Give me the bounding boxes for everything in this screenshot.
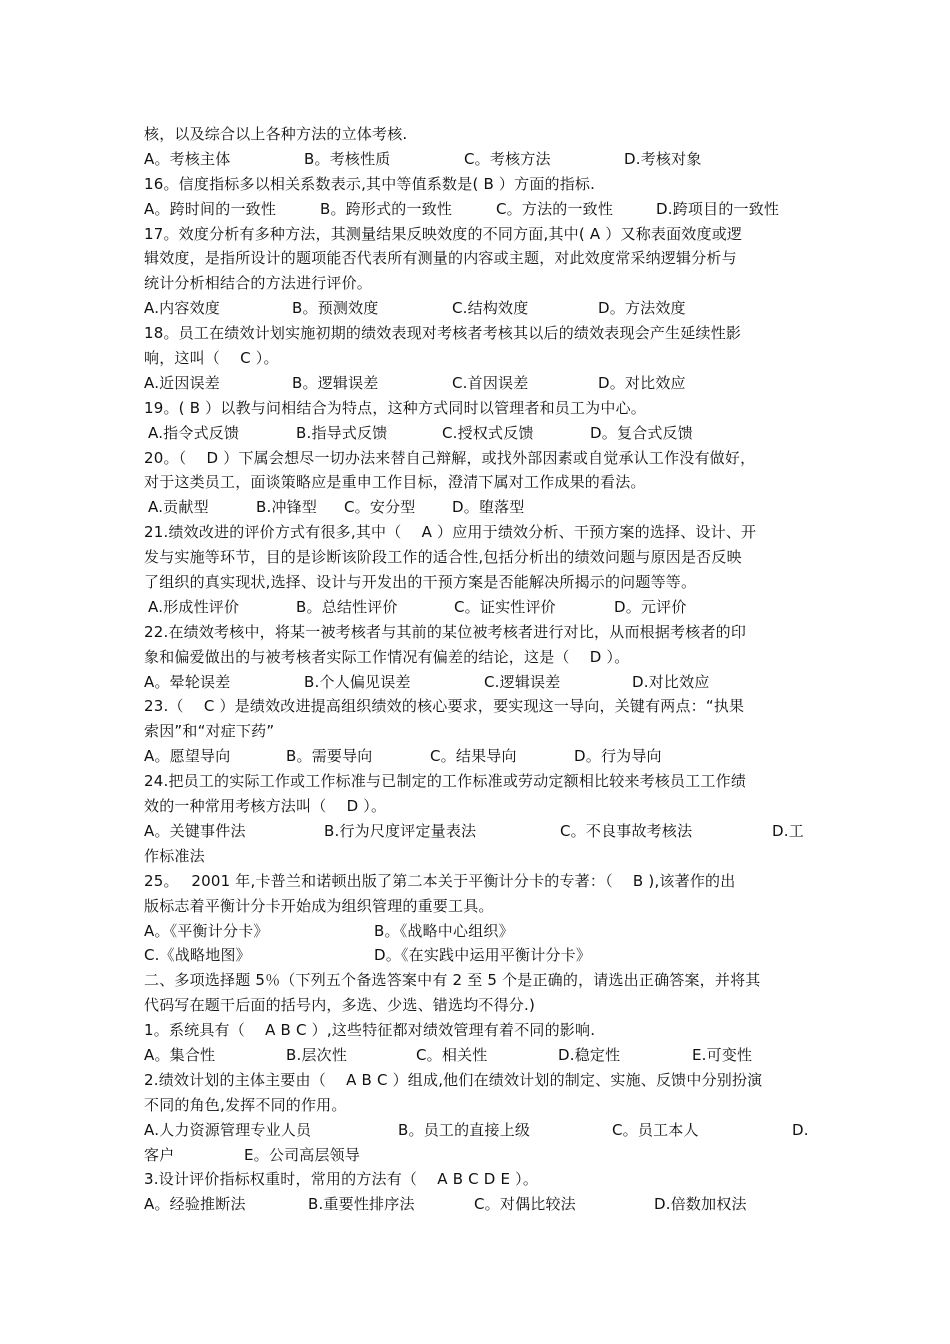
text-line: 不同的角色,发挥不同的作用。 <box>144 1095 347 1114</box>
answer-option: A.指令式反馈 <box>148 423 240 442</box>
text-line: 19。( B ）以教与问相结合为特点，这种方式同时以管理者和员工为中心。 <box>144 398 646 417</box>
answer-option: A。跨时间的一致性 <box>144 199 277 218</box>
answer-option: B。逻辑误差 <box>292 373 379 392</box>
answer-option: A.近因误差 <box>144 373 220 392</box>
answer-option: B。跨形式的一致性 <box>320 199 453 218</box>
answer-option: D。行为导向 <box>574 747 662 766</box>
text-line: 核，以及综合以上各种方法的立体考核. <box>144 125 408 143</box>
answer-option: B。考核性质 <box>304 149 391 168</box>
option-row <box>144 1192 814 1217</box>
answer-option: A.人力资源管理专业人员 <box>144 1120 312 1139</box>
text-line: 效的一种常用考核方法叫（ D ）。 <box>144 797 387 816</box>
answer-option: A。愿望导向 <box>144 747 231 766</box>
text-line: 响，这叫（ C ）。 <box>144 349 279 368</box>
answer-option: D。复合式反馈 <box>590 423 693 442</box>
text-line: 2.绩效计划的主体主要由（ A B C ）组成,他们在绩效计划的制定、实施、反馈中分别扮演 <box>144 1070 763 1089</box>
option-row <box>144 595 814 620</box>
option-row <box>144 1143 814 1168</box>
answer-option: B.行为尺度评定量表法 <box>324 821 477 840</box>
text-line: 作标准法 <box>144 846 205 865</box>
text-line: 象和偏爱做出的与被考核者实际工作情况有偏差的结论，这是（ D ）。 <box>144 647 630 666</box>
answer-option: D.对比效应 <box>632 672 710 691</box>
option-row <box>144 1043 814 1068</box>
answer-option: B。员工的直接上级 <box>398 1120 531 1139</box>
answer-option: B。总结性评价 <box>296 597 398 616</box>
text-line: 25。 2001 年,卡普兰和诺顿出版了第二本关于平衡计分卡的专著：（ B ),该著作的出 <box>144 871 736 890</box>
answer-option: D. <box>792 1120 809 1139</box>
answer-option: D.考核对象 <box>624 149 702 168</box>
text-line: 23.（ C ）是绩效改进提高组织绩效的核心要求，要实现这一导向，关键有两点：“执果 <box>144 697 745 716</box>
answer-option: A。集合性 <box>144 1045 216 1064</box>
option-row <box>144 1118 814 1143</box>
answer-option: C。不良事故考核法 <box>560 821 693 840</box>
text-line: 索因”和“对症下药” <box>144 722 275 741</box>
answer-option: C。相关性 <box>416 1045 488 1064</box>
answer-option: C。考核方法 <box>464 149 551 168</box>
answer-option: C。安分型 <box>344 498 416 517</box>
text-line: 20。（ D ）下属会想尽一切办法来替自己辩解，或找外部因素或自觉承认工作没有做好， <box>144 448 756 467</box>
answer-option: C.首因误差 <box>452 373 529 392</box>
answer-option: A。考核主体 <box>144 149 231 168</box>
text-line: 24.把员工的实际工作或工作标准与已制定的工作标准或劳动定额相比较来考核员工工作绩 <box>144 772 747 791</box>
answer-option: C。对偶比较法 <box>474 1195 576 1214</box>
text-line: 版标志着平衡计分卡开始成为组织管理的重要工具。 <box>144 896 494 915</box>
answer-option: A。经验推断法 <box>144 1195 246 1214</box>
answer-option: C。结果导向 <box>430 747 517 766</box>
text-line: 1。系统具有（ A B C ）,这些特征都对绩效管理有着不同的影响. <box>144 1021 596 1040</box>
answer-option: B.冲锋型 <box>256 498 318 517</box>
answer-option: A.贡献型 <box>148 498 209 517</box>
answer-option: C.结构效度 <box>452 299 529 318</box>
answer-option: D。《在实践中运用平衡计分卡》 <box>374 946 592 965</box>
text-line: 18。员工在绩效计划实施初期的绩效表现对考核者考核其以后的绩效表现会产生延续性影 <box>144 324 742 343</box>
text-line: 了组织的真实现状,选择、设计与开发出的干预方案是否能解决所揭示的问题等等。 <box>144 573 697 592</box>
answer-option: B。需要导向 <box>286 747 373 766</box>
answer-option: A。关键事件法 <box>144 821 246 840</box>
answer-option: D.稳定性 <box>558 1045 621 1064</box>
document-body <box>144 122 814 1217</box>
option-row <box>144 943 814 968</box>
text-line: 代码写在题干后面的括号内，多选、少选、错选均不得分.) <box>144 996 536 1015</box>
option-row <box>144 819 814 844</box>
option-row <box>144 421 814 446</box>
option-row <box>144 371 814 396</box>
text-line: 17。效度分析有多种方法，其测量结果反映效度的不同方面,其中( A ）又称表面效度或逻 <box>144 224 743 243</box>
answer-option: B.层次性 <box>286 1045 348 1064</box>
answer-option: C。方法的一致性 <box>496 199 614 218</box>
text-line: 16。信度指标多以相关系数表示,其中等值系数是( B ）方面的指标. <box>144 174 596 193</box>
answer-option: B.指导式反馈 <box>296 423 388 442</box>
answer-option: D.工 <box>772 821 804 840</box>
text-line: 对于这类员工，面谈策略应是重申工作目标，澄清下属对工作成果的看法。 <box>144 473 646 492</box>
answer-option: D。方法效度 <box>598 299 686 318</box>
answer-option: A.形成性评价 <box>148 597 240 616</box>
answer-option: C。员工本人 <box>612 1120 699 1139</box>
option-row <box>144 197 814 222</box>
option-row <box>144 296 814 321</box>
option-row <box>144 919 814 944</box>
answer-option: C.《战略地图》 <box>144 946 251 965</box>
answer-option: C.授权式反馈 <box>442 423 534 442</box>
text-line: 发与实施等环节，目的是诊断该阶段工作的适合性,包括分析出的绩效问题与原因是否反映 <box>144 548 742 567</box>
text-line: 21.绩效改进的评价方式有很多,其中（ A ）应用于绩效分析、干预方案的选择、设计、开 <box>144 523 757 542</box>
answer-option: C。证实性评价 <box>454 597 556 616</box>
answer-option: D.倍数加权法 <box>654 1195 747 1214</box>
answer-option: D。元评价 <box>614 597 687 616</box>
answer-option: A.内容效度 <box>144 299 220 318</box>
answer-option: A。晕轮误差 <box>144 672 231 691</box>
text-line: 二、多项选择题 5％（下列五个备选答案中有 2 至 5 个是正确的，请选出正确答案，并将其 <box>144 971 761 990</box>
answer-option: A。《平衡计分卡》 <box>144 921 269 940</box>
answer-option: D。对比效应 <box>598 373 686 392</box>
answer-option: D.跨项目的一致性 <box>656 199 780 218</box>
text-line: 辑效度，是指所设计的题项能否代表所有测量的内容或主题，对此效度常采纳逻辑分析与 <box>144 249 737 268</box>
text-line: 统计分析相结合的方法进行评价。 <box>144 274 373 293</box>
answer-option: B.重要性排序法 <box>308 1195 415 1214</box>
text-line: 22.在绩效考核中，将某一被考核者与其前的某位被考核者进行对比，从而根据考核者的印 <box>144 622 747 641</box>
answer-option: B.个人偏见误差 <box>304 672 411 691</box>
option-row <box>144 147 814 172</box>
option-row <box>144 495 814 520</box>
answer-option: E.可变性 <box>692 1045 753 1064</box>
answer-option: E。公司高层领导 <box>244 1145 361 1164</box>
answer-option: D。堕落型 <box>452 498 525 517</box>
answer-option: B。《战略中心组织》 <box>374 921 514 940</box>
answer-option: B。预测效度 <box>292 299 379 318</box>
text-line: 3.设计评价指标权重时，常用的方法有（ A B C D E ）。 <box>144 1170 539 1189</box>
answer-option: 客户 <box>144 1145 175 1164</box>
option-row <box>144 670 814 695</box>
answer-option: C.逻辑误差 <box>484 672 561 691</box>
option-row <box>144 744 814 769</box>
